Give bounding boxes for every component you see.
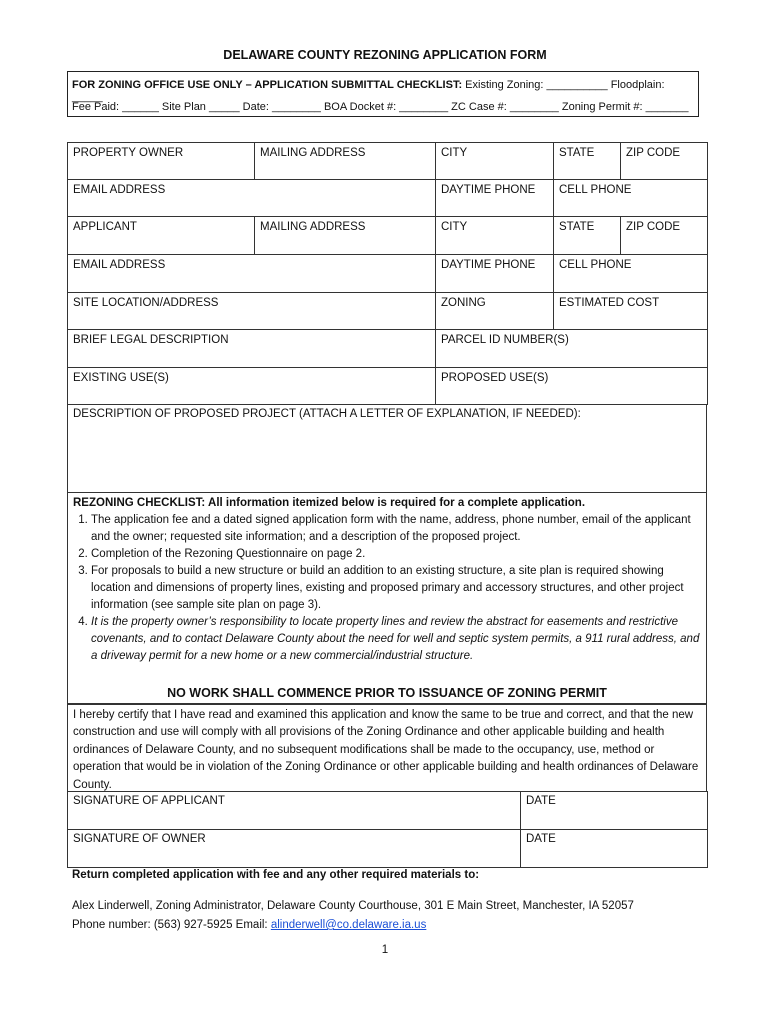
signature-table — [67, 791, 708, 868]
checklist-item: 3. For proposals to build a new structure or build an addition to an existing structure, a site plan is required showing location and dimensions of property lines, existing and proposed primary and accessory structures, and other project information (see sample site plan on page 3). — [91, 563, 701, 614]
owner-cell-phone-field[interactable]: CELL PHONE — [554, 180, 708, 217]
project-description-label: DESCRIPTION OF PROPOSED PROJECT (ATTACH A LETTER OF EXPLANATION, IF NEEDED): — [73, 408, 581, 420]
owner-email-field[interactable]: EMAIL ADDRESS — [68, 180, 436, 217]
office-use-heading: FOR ZONING OFFICE USE ONLY – APPLICATION SUBMITTAL CHECKLIST: — [72, 79, 463, 91]
checklist-item: 1. The application fee and a dated signed application form with the name, address, phone number, email of the applicant and the owner; requested site information; and a description of the proposed project. — [91, 512, 701, 546]
project-description-field[interactable] — [67, 404, 707, 493]
legal-description-field[interactable]: BRIEF LEGAL DESCRIPTION — [68, 330, 436, 368]
proposed-uses-field[interactable]: PROPOSED USE(S) — [436, 368, 708, 405]
no-work-notice: NO WORK SHALL COMMENCE PRIOR TO ISSUANCE OF ZONING PERMIT — [167, 686, 607, 700]
checklist-item: 2. Completion of the Rezoning Questionnaire on page 2. — [91, 546, 701, 563]
applicant-field[interactable]: APPLICANT — [68, 217, 255, 255]
existing-uses-field[interactable]: EXISTING USE(S) — [68, 368, 436, 405]
applicant-daytime-phone-field[interactable]: DAYTIME PHONE — [436, 255, 554, 293]
page-number: 1 — [381, 944, 389, 956]
applicant-email-field[interactable]: EMAIL ADDRESS — [68, 255, 436, 293]
applicant-mailing-address-field[interactable]: MAILING ADDRESS — [255, 217, 436, 255]
estimated-cost-field[interactable]: ESTIMATED COST — [554, 293, 708, 330]
owner-date-field[interactable]: DATE — [521, 830, 708, 868]
certification-statement: I hereby certify that I have read and examined this application and know the same to be true and correct, and that the new construction and use will comply with all provisions of the Zoning Ordinance and other applicable building and health ordinances of Delaware County, and no subsequent modifications shall be made to the occupancy, use, method or operation that would be in violation of the Zoning Ordinance or other applicable building and health ordinances of Delaware County. — [67, 704, 707, 792]
owner-city-field[interactable]: CITY — [436, 143, 554, 180]
applicant-state-field[interactable]: STATE — [554, 217, 621, 255]
office-use-box — [67, 71, 699, 117]
owner-zip-field[interactable]: ZIP CODE — [621, 143, 708, 180]
checklist-heading: REZONING CHECKLIST: All information itemized below is required for a complete application. — [73, 497, 586, 509]
owner-state-field[interactable]: STATE — [554, 143, 621, 180]
property-owner-field[interactable]: PROPERTY OWNER — [68, 143, 255, 180]
office-use-row-2: Fee Paid: ______ Site Plan _____ Date: ________ BOA Docket #: ________ ZC Case #: ________ Zoning Permit #: _______ — [72, 101, 689, 113]
applicant-cell-phone-field[interactable]: CELL PHONE — [554, 255, 708, 293]
rezoning-checklist — [67, 493, 707, 704]
form-title: DELAWARE COUNTY REZONING APPLICATION FORM — [223, 48, 547, 62]
return-instructions: Return completed application with fee and any other required materials to: — [72, 869, 480, 881]
parcel-id-field[interactable]: PARCEL ID NUMBER(S) — [436, 330, 708, 368]
contact-info — [72, 897, 634, 935]
zoning-field[interactable]: ZONING — [436, 293, 554, 330]
contact-address: Alex Linderwell, Zoning Administrator, Delaware County Courthouse, 301 E Main Street, Manchester, IA 52057 — [72, 900, 634, 912]
owner-mailing-address-field[interactable]: MAILING ADDRESS — [255, 143, 436, 180]
applicant-zip-field[interactable]: ZIP CODE — [621, 217, 708, 255]
applicant-signature-field[interactable]: SIGNATURE OF APPLICANT — [68, 792, 521, 830]
contact-phone-email: Phone number: (563) 927-5925 Email: alinderwell@co.delaware.ia.us — [72, 919, 427, 931]
office-use-existing-zoning: Existing Zoning: __________ Floodplain: _____ — [72, 79, 665, 103]
application-info-table — [67, 142, 708, 405]
checklist-item: 4. It is the property owner’s responsibility to locate property lines and review the abstract for easements and restrictive covenants, and to contact Delaware County about the need for well and septic system permits, a 911 rural address, and a driveway permit for a new home or a new commercial/industrial structure. — [91, 614, 701, 665]
owner-signature-field[interactable]: SIGNATURE OF OWNER — [68, 830, 521, 868]
owner-daytime-phone-field[interactable]: DAYTIME PHONE — [436, 180, 554, 217]
applicant-city-field[interactable]: CITY — [436, 217, 554, 255]
applicant-date-field[interactable]: DATE — [521, 792, 708, 830]
email-link[interactable]: alinderwell@co.delaware.ia.us — [270, 919, 427, 931]
office-use-row-1 — [72, 79, 698, 103]
site-location-field[interactable]: SITE LOCATION/ADDRESS — [68, 293, 436, 330]
